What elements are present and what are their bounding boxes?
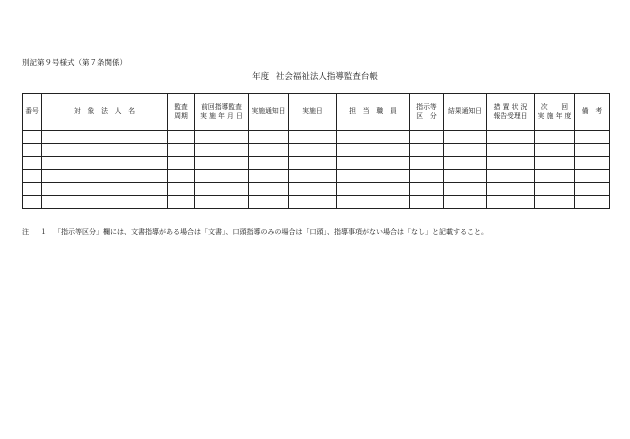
table-cell[interactable] <box>410 157 444 170</box>
table-cell[interactable] <box>575 144 610 157</box>
table-cell[interactable] <box>444 196 487 209</box>
note-text: 「指示等区分」欄には、文書指導がある場合は「文書」、口頭指導のみの場合は「口頭」、指導事項がない場合は「なし」と記載すること。 <box>54 228 488 236</box>
table-cell[interactable] <box>42 170 168 183</box>
table-cell[interactable] <box>289 131 337 144</box>
col-header-number: 番号 <box>23 94 42 131</box>
table-cell[interactable] <box>575 183 610 196</box>
table-cell[interactable] <box>410 170 444 183</box>
table-cell[interactable] <box>42 144 168 157</box>
table-cell[interactable] <box>23 183 42 196</box>
table-cell[interactable] <box>289 157 337 170</box>
table-cell[interactable] <box>410 131 444 144</box>
table-cell[interactable] <box>249 196 289 209</box>
table-cell[interactable] <box>42 183 168 196</box>
table-cell[interactable] <box>487 170 535 183</box>
table-cell[interactable] <box>410 196 444 209</box>
col-header-previous-audit-date: 前回指導監査 実 施 年 月 日 <box>195 94 249 131</box>
table-cell[interactable] <box>444 131 487 144</box>
table-cell[interactable] <box>249 170 289 183</box>
table-cell[interactable] <box>23 196 42 209</box>
table-cell[interactable] <box>410 144 444 157</box>
col-header-notice-date: 実施通知日 <box>249 94 289 131</box>
table-cell[interactable] <box>42 157 168 170</box>
table-cell[interactable] <box>42 196 168 209</box>
note-label: 注 <box>22 228 29 236</box>
table-cell[interactable] <box>535 196 575 209</box>
table-cell[interactable] <box>23 131 42 144</box>
table-row <box>23 157 610 170</box>
table-cell[interactable] <box>487 157 535 170</box>
col-header-audit-cycle: 監査 周期 <box>168 94 195 131</box>
table-cell[interactable] <box>249 144 289 157</box>
col-header-staff: 担 当 職 員 <box>337 94 410 131</box>
table-cell[interactable] <box>249 157 289 170</box>
table-row <box>23 196 610 209</box>
table-cell[interactable] <box>168 131 195 144</box>
table-cell[interactable] <box>337 183 410 196</box>
table-cell[interactable] <box>249 183 289 196</box>
table-cell[interactable] <box>195 131 249 144</box>
table-cell[interactable] <box>289 144 337 157</box>
table-cell[interactable] <box>168 196 195 209</box>
note-number: １ <box>40 228 47 236</box>
table-cell[interactable] <box>575 196 610 209</box>
table-cell[interactable] <box>444 170 487 183</box>
table-cell[interactable] <box>337 157 410 170</box>
table-cell[interactable] <box>535 183 575 196</box>
title-year-prefix: 年度 <box>252 72 270 82</box>
table-cell[interactable] <box>337 131 410 144</box>
form-reference: 別記第９号様式（第７条関係） <box>22 58 127 67</box>
header-row <box>23 94 610 131</box>
table-cell[interactable] <box>195 144 249 157</box>
table-cell[interactable] <box>535 144 575 157</box>
table-cell[interactable] <box>444 157 487 170</box>
col-header-instruction-category: 指示等 区 分 <box>410 94 444 131</box>
table-row <box>23 131 610 144</box>
table-cell[interactable] <box>410 183 444 196</box>
table-cell[interactable] <box>195 157 249 170</box>
table-cell[interactable] <box>444 183 487 196</box>
table-cell[interactable] <box>535 131 575 144</box>
table-cell[interactable] <box>337 196 410 209</box>
table-cell[interactable] <box>289 196 337 209</box>
table-cell[interactable] <box>168 157 195 170</box>
table-cell[interactable] <box>23 144 42 157</box>
table-cell[interactable] <box>337 144 410 157</box>
table-cell[interactable] <box>195 183 249 196</box>
table-cell[interactable] <box>168 170 195 183</box>
table-cell[interactable] <box>289 183 337 196</box>
table-cell[interactable] <box>575 131 610 144</box>
table-cell[interactable] <box>23 170 42 183</box>
table-cell[interactable] <box>575 170 610 183</box>
footnote <box>22 227 488 237</box>
table-cell[interactable] <box>23 157 42 170</box>
col-header-result-notice-date: 結果通知日 <box>444 94 487 131</box>
table-cell[interactable] <box>487 183 535 196</box>
table-cell[interactable] <box>168 183 195 196</box>
col-header-corporation-name: 対 象 法 人 名 <box>42 94 168 131</box>
table-row <box>23 144 610 157</box>
table-cell[interactable] <box>289 170 337 183</box>
title-main: 社会福祉法人指導監査台帳 <box>275 72 378 82</box>
table-cell[interactable] <box>575 157 610 170</box>
table-cell[interactable] <box>444 144 487 157</box>
table-cell[interactable] <box>249 131 289 144</box>
table-cell[interactable] <box>535 170 575 183</box>
table-row <box>23 170 610 183</box>
col-header-remarks: 備 考 <box>575 94 610 131</box>
table-cell[interactable] <box>168 144 195 157</box>
col-header-report-received-date: 措 置 状 況 報告受理日 <box>487 94 535 131</box>
table-cell[interactable] <box>487 131 535 144</box>
table-cell[interactable] <box>487 144 535 157</box>
table-cell[interactable] <box>42 131 168 144</box>
document-title <box>0 70 630 82</box>
table-cell[interactable] <box>487 196 535 209</box>
table-cell[interactable] <box>337 170 410 183</box>
table-cell[interactable] <box>195 170 249 183</box>
col-header-audit-date: 実施日 <box>289 94 337 131</box>
table-row <box>23 183 610 196</box>
table-cell[interactable] <box>535 157 575 170</box>
table-cell[interactable] <box>195 196 249 209</box>
col-header-next-audit-year: 次 回 実 施 年 度 <box>535 94 575 131</box>
audit-ledger-table <box>22 93 610 209</box>
